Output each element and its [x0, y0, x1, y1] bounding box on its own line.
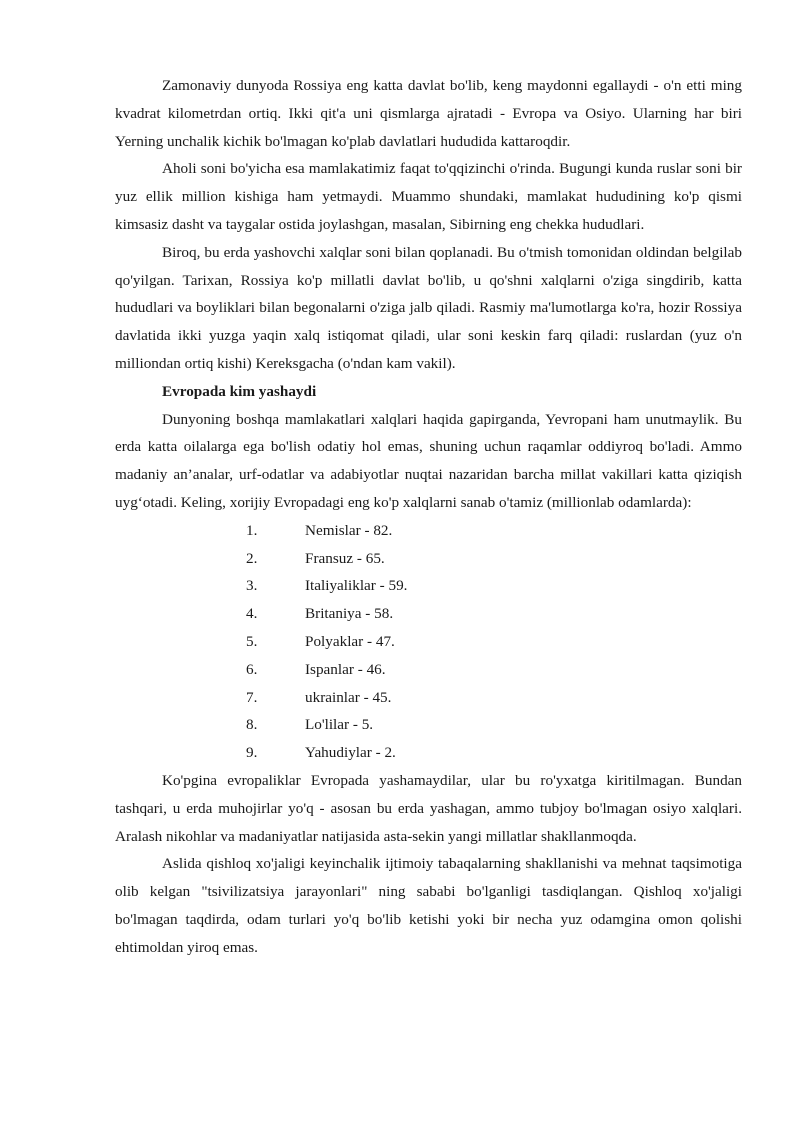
- list-item: [115, 517, 742, 545]
- list-text: Italiyaliklar - 59.: [305, 577, 408, 595]
- list-item: [115, 684, 742, 712]
- list-item: [115, 628, 742, 656]
- list-number: 2.: [246, 549, 258, 567]
- list-number: 8.: [246, 716, 258, 734]
- list-text: ukrainlar - 45.: [305, 688, 392, 706]
- paragraph: Aslida qishloq xo'jaligi keyinchalik ijtimoiy tabaqalarning shakllanishi va mehnat taqsimotiga olib kelgan "tsivilizatsiya jarayonlari" ning sababi bo'lganligi tasdiqlangan. Qishloq xo'jaligi bo'lmagan taqdirda, odam turlari yo'q bo'lib ketishi yoki bir necha yuz odamgina omon qolishi ehtimoldan yiroq emas.: [115, 855, 742, 956]
- list-number: 4.: [246, 605, 258, 623]
- list-number: 3.: [246, 577, 258, 595]
- list-text: Fransuz - 65.: [305, 549, 385, 567]
- list-item: [115, 711, 742, 739]
- list-number: 9.: [246, 744, 258, 762]
- list-text: Polyaklar - 47.: [305, 632, 395, 650]
- list-text: Ispanlar - 46.: [305, 660, 386, 678]
- paragraph: Ko'pgina evropaliklar Evropada yashamaydilar, ular bu ro'yxatga kiritilmagan. Bundan tashqari, u erda muhojirlar yo'q - asosan bu erda yashagan, ammo tubjoy bo'lmagan osiyo xalqlari. Aralash nikohlar va madaniyatlar natijasida asta-sekin yangi millatlar shakllanmoqda.: [115, 771, 742, 845]
- paragraph: Zamonaviy dunyoda Rossiya eng katta davlat bo'lib, keng maydonni egallaydi - o'n etti ming kvadrat kilometrdan ortiq. Ikki qit'a uni qismlarga ajratadi - Evropa va Osiyo. Ularning har biri Yerning unchalik kichik bo'lmagan ko'plab davlatlari hududida kattaroqdir.: [115, 77, 742, 150]
- paragraph: Aholi soni bo'yicha esa mamlakatimiz faqat to'qqizinchi o'rinda. Bugungi kunda ruslar soni bir yuz ellik million kishiga ham yetmaydi. Muammo shundaki, mamlakat hududining ko'p qismi kimsasiz dasht va taygalar ostida joylashgan, masalan, Sibirning eng chekka hududlari.: [115, 160, 742, 233]
- list-item: [115, 545, 742, 573]
- list-item: [115, 656, 742, 684]
- list-text: Yahudiylar - 2.: [305, 744, 396, 762]
- list-item: [115, 572, 742, 600]
- intro-paragraph: Dunyoning boshqa mamlakatlari xalqlari haqida gapirganda, Yevropani ham unutmaylik. Bu erda katta oilalarga ega bo'lish odatiy hol emas, shuning uchun raqamlar oddiyroq bo'ladi. Ammo madaniy an’analar, urf-odatlar va adabiyotlar nuqtai nazaridan barcha millat vakillari katta qiziqish uygʻotadi. Keling, xorijiy Evropadagi eng ko'p xalqlarni sanab o'tamiz (millionlab odamlarda):: [115, 410, 742, 511]
- list-item: [115, 600, 742, 628]
- list-number: 1.: [246, 521, 258, 539]
- list-number: 5.: [246, 632, 258, 650]
- section-heading: Evropada kim yashaydi: [162, 382, 317, 400]
- list-number: 7.: [246, 688, 258, 706]
- document-page: [115, 72, 742, 962]
- list-item: [115, 739, 742, 767]
- paragraph: Biroq, bu erda yashovchi xalqlar soni bilan qoplanadi. Bu o'tmish tomonidan oldindan belgilab qo'yilgan. Tarixan, Rossiya ko'p millatli davlat bo'lib, u qo'shni xalqlarni o'ziga singdirib, katta hududlari va boyliklari bilan begonalarni o'ziga jalb qiladi. Rasmiy ma'lumotlarga ko'ra, hozir Rossiya davlatida ikki yuzga yaqin xalq istiqomat qiladi, ular soni keskin farq qiladi: ruslardan (yuz o'n milliondan ortiq kishi) Kereksgacha (o'ndan kam vakil).: [115, 243, 742, 372]
- population-list: [115, 517, 742, 767]
- list-text: Lo'lilar - 5.: [305, 716, 374, 734]
- list-number: 6.: [246, 660, 258, 678]
- list-text: Nemislar - 82.: [305, 521, 393, 539]
- list-text: Britaniya - 58.: [305, 605, 394, 623]
